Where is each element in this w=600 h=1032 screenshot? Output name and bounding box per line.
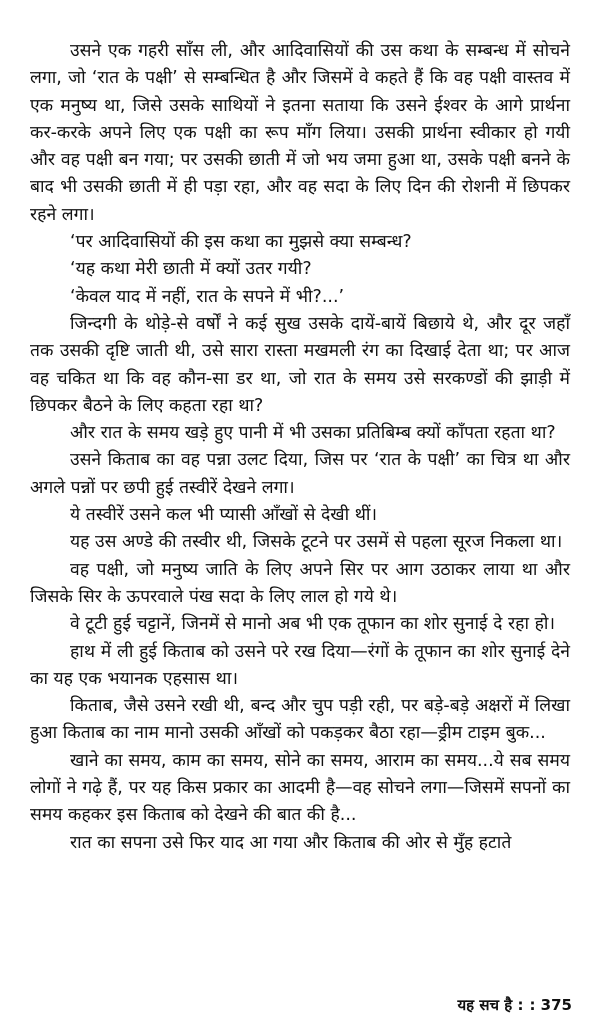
page-number: : 375 — [529, 996, 572, 1014]
paragraph: यह उस अण्डे की तस्वीर थी, जिसके टूटने पर उसमें से पहला सूरज निकला था। — [70, 532, 563, 553]
page-footer — [457, 992, 572, 1019]
paragraph: उसने किताब का वह पन्ना उलट दिया, जिस पर ‘रात के पक्षी’ का चित्र था और अगले पन्नों पर छपी हुई तस्वीरें देखने लगा। — [30, 450, 570, 498]
paragraph: किताब, जैसे उसने रखी थी, बन्द और चुप पड़ी रही, पर बड़े-बड़े अक्षरों में लिखा हुआ किताब का नाम मानो उसकी आँखों को पकड़कर बैठा रहा—ड्रीम टाइम बुक... — [30, 696, 570, 744]
paragraph: ये तस्वीरें उसने कल भी प्यासी आँखों से देखी थीं। — [70, 505, 378, 526]
paragraph: ‘केवल याद में नहीं, रात के सपने में भी?...’ — [70, 286, 345, 307]
paragraph: वह पक्षी, जो मनुष्य जाति के लिए अपने सिर पर आग उठाकर लाया था और जिसके सिर के ऊपरवाले पंख सदा के लिए लाल हो गये थे। — [30, 559, 570, 607]
paragraph: खाने का समय, काम का समय, सोने का समय, आराम का समय...ये सब समय लोगों ने गढ़े हैं, पर यह किस प्रकार का आदमी है—वह सोचने लगा—जिसमें सपनों का समय कहकर इस किताब को देखने की बात की है... — [30, 750, 570, 826]
paragraph: हाथ में ली हुई किताब को उसने परे रख दिया—रंगों के तूफान का शोर सुनाई देने का यह एक भयानक एहसास था। — [30, 641, 570, 689]
paragraph: ‘यह कथा मेरी छाती में क्यों उतर गयी? — [70, 259, 312, 280]
paragraph: रात का सपना उसे फिर याद आ गया और किताब की ओर से मुँह हटाते — [70, 832, 512, 853]
paragraph: और रात के समय खड़े हुए पानी में भी उसका प्रतिबिम्ब क्यों काँपता रहता था? — [70, 423, 556, 444]
paragraph: उसने एक गहरी साँस ली, और आदिवासियों की उस कथा के सम्बन्ध में सोचने लगा, जो ‘रात के पक्षी’ से सम्बन्धित है और जिसमें वे कहते हैं कि वह पक्षी वास्तव में एक मनुष्य था, जिसे उसके साथियों ने इतना सताया कि उसने ईश्वर के आगे प्रार्थना कर-करके अपने लिए एक पक्षी का रूप माँग लिया। उसकी प्रार्थना स्वीकार हो गयी और वह पक्षी बन गया; पर उसकी छाती में जो भय जमा हुआ था, उसके पक्षी बनने के बाद भी उसकी छाती में ही पड़ा रहा, और वह सदा के लिए दिन की रोशनी में छिपकर रहने लगा। — [30, 41, 570, 225]
paragraph: जिन्दगी के थोड़े-से वर्षों ने कई सुख उसके दायें-बायें बिछाये थे, और दूर जहाँ तक उसकी दृष्टि जाती थी, उसे सारा रास्ता मखमली रंग का दिखाई देता था; पर आज वह चकित था कि वह कौन-सा डर था, जो रात के समय उसे सरकण्डों की झाड़ी में छिपकर बैठने के लिए कहता रहा था? — [30, 313, 570, 416]
body-text — [30, 38, 570, 857]
paragraph: ‘पर आदिवासियों की इस कथा का मुझसे क्या सम्बन्ध? — [70, 232, 412, 253]
paragraph: वे टूटी हुई चट्टानें, जिनमें से मानो अब भी एक तूफान का शोर सुनाई दे रहा हो। — [70, 614, 556, 635]
running-title: यह सच है : — [457, 996, 524, 1014]
